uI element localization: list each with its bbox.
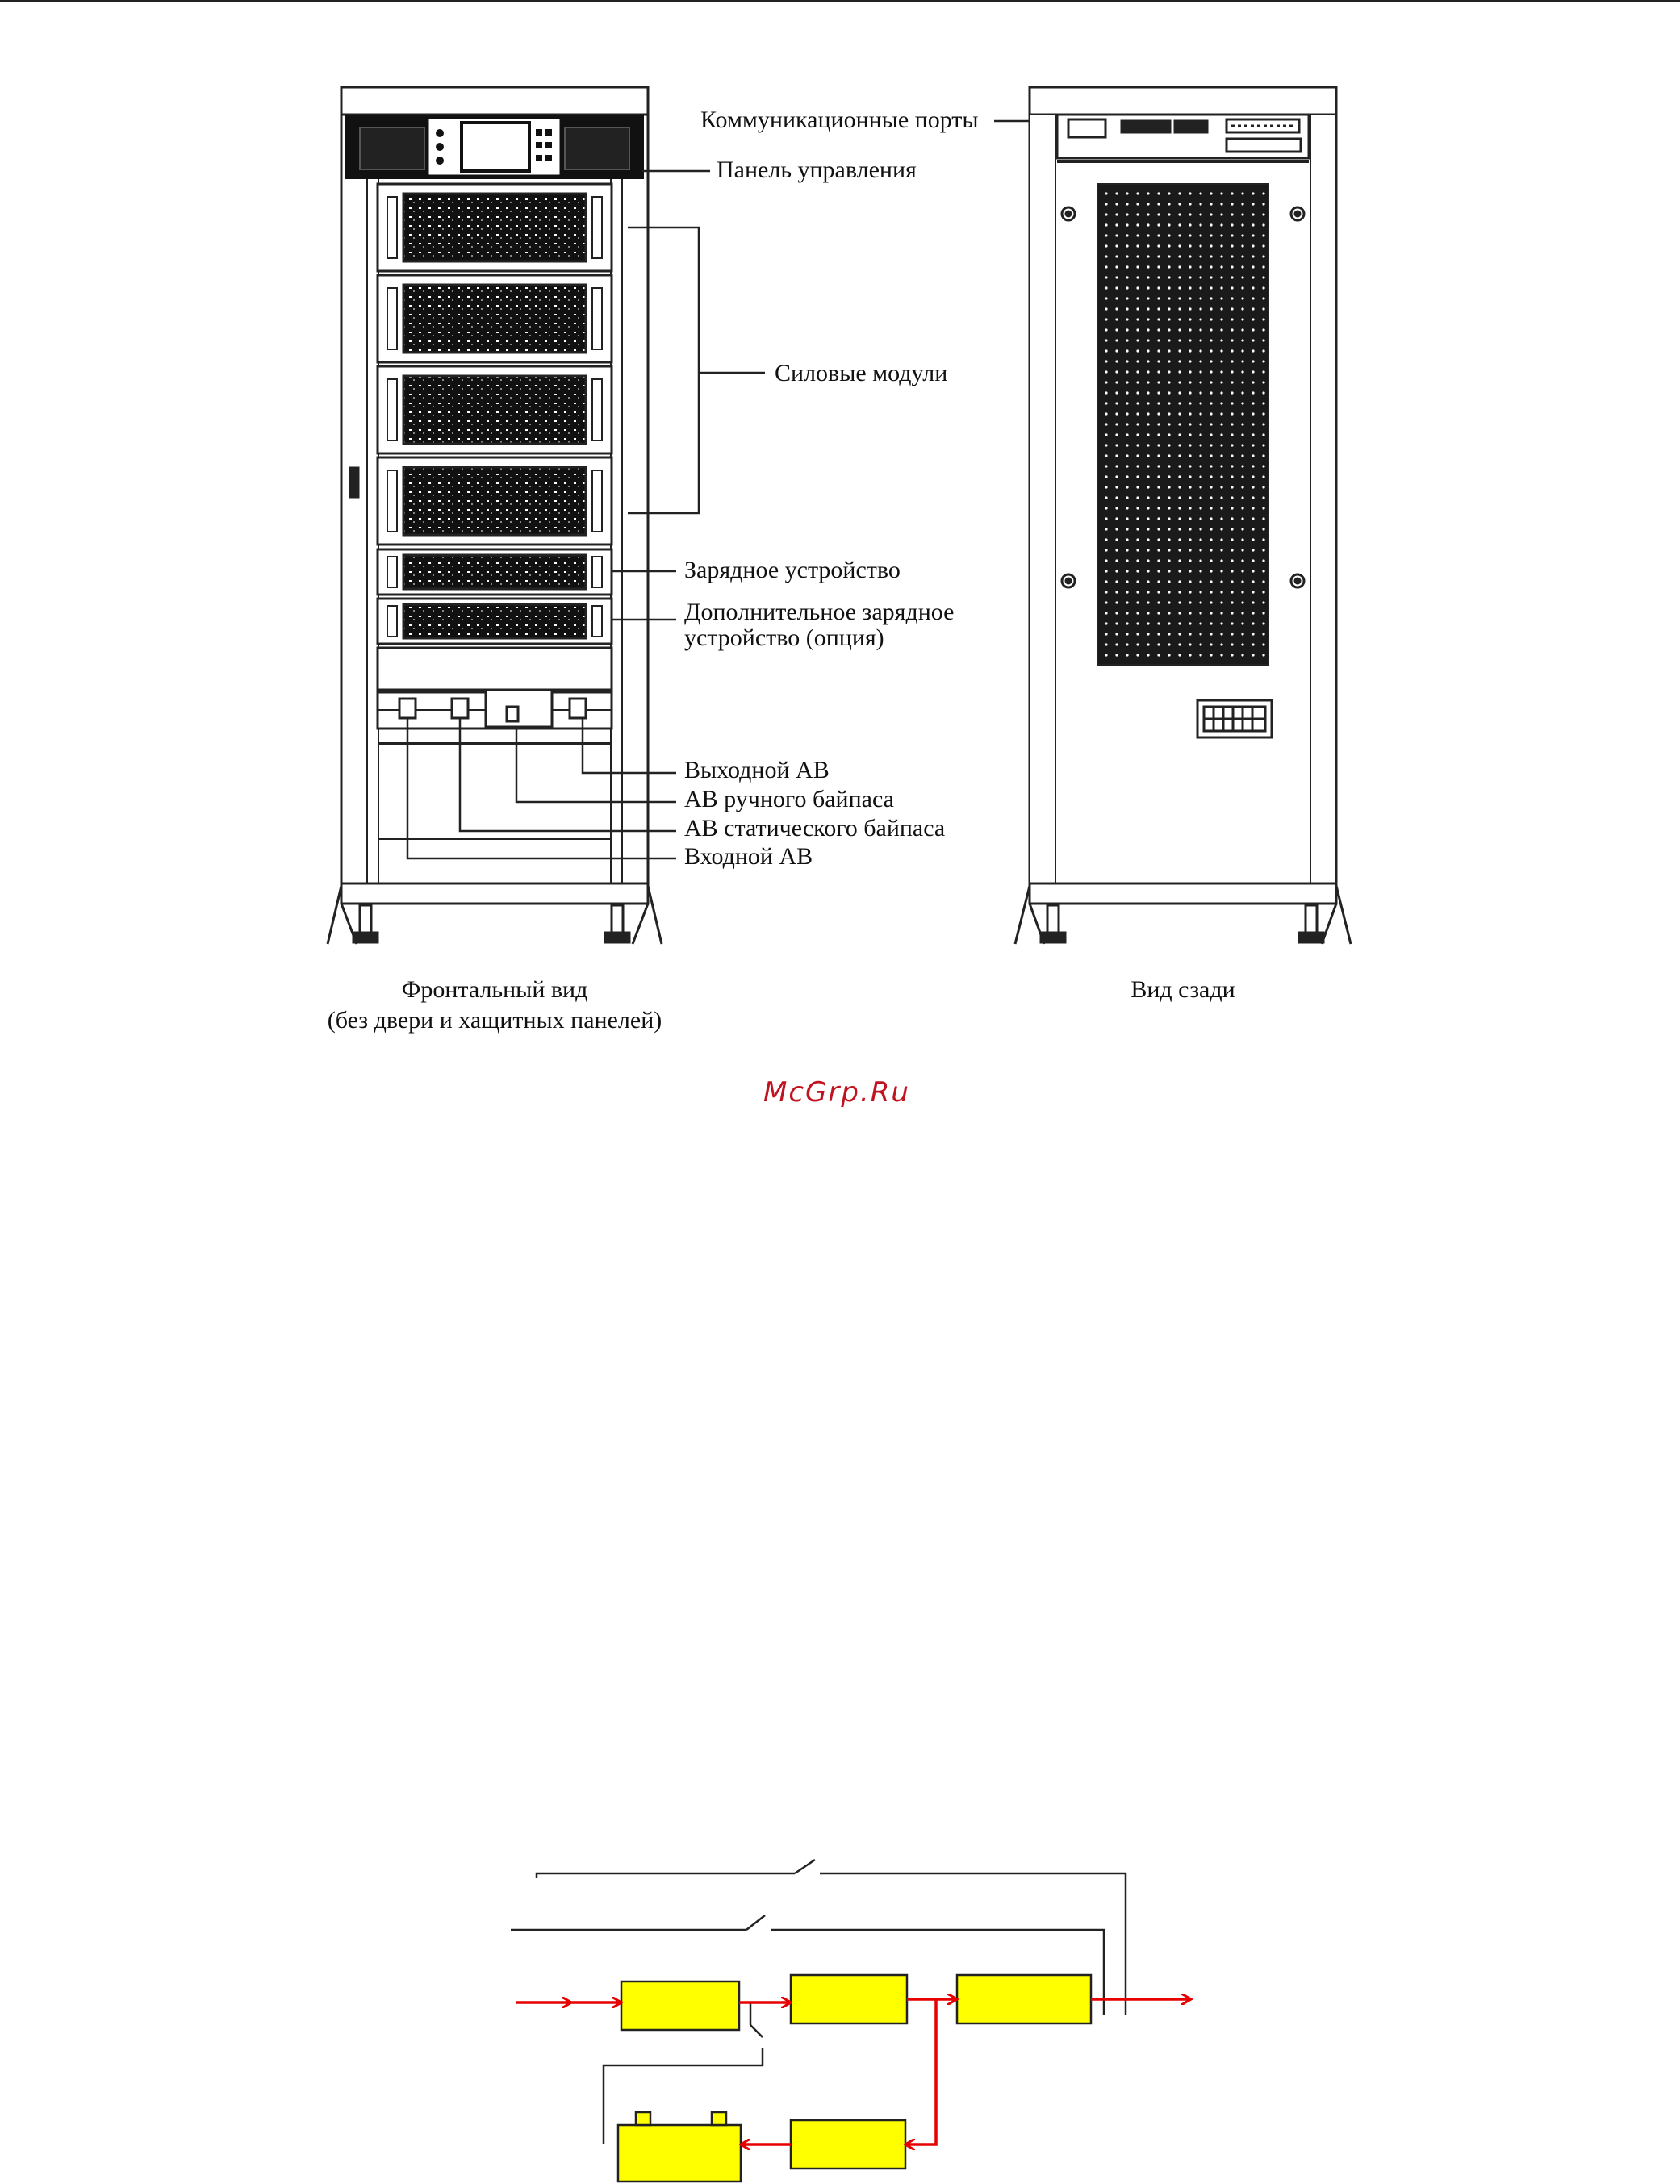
front-view-caption-line2: (без двери и хащитных панелей) — [327, 1007, 662, 1034]
label-comm-ports: Коммуникационные порты — [700, 106, 979, 133]
block-diagram — [511, 1860, 1189, 2182]
inverter-block — [791, 1975, 907, 2023]
label-extra-charger-line2: устройство (опция) — [684, 624, 884, 651]
front-base — [328, 883, 662, 944]
label-extra-charger-line1: Дополнительное зарядное — [684, 599, 955, 625]
rear-view-caption: Вид сзади — [1130, 976, 1235, 1003]
rear-cabinet — [1015, 87, 1351, 944]
front-modules — [378, 184, 612, 690]
charger-block — [791, 2120, 905, 2169]
battery-block — [618, 2125, 741, 2182]
watermark: McGrp.Ru — [763, 1076, 910, 1109]
label-input-breaker: Входной АВ — [684, 843, 813, 870]
label-power-modules: Силовые модули — [775, 360, 948, 386]
rectifier-block — [621, 1981, 739, 2030]
battery-terminal-right — [712, 2112, 726, 2125]
front-view-caption-line1: Фронтальный вид — [401, 976, 588, 1003]
front-view-caption — [301, 975, 688, 1036]
battery-terminal-left — [636, 2112, 650, 2125]
label-static-bypass: АВ статического байпаса — [684, 815, 946, 841]
static-switch-block — [957, 1975, 1091, 2023]
control-panel-strip — [345, 115, 644, 179]
front-breaker-bar — [378, 690, 612, 839]
label-control-panel: Панель управления — [717, 157, 917, 183]
label-output-breaker: Выходной АВ — [684, 757, 830, 783]
label-manual-bypass: АВ ручного байпаса — [684, 786, 894, 812]
label-charger: Зарядное устройство — [684, 557, 901, 583]
